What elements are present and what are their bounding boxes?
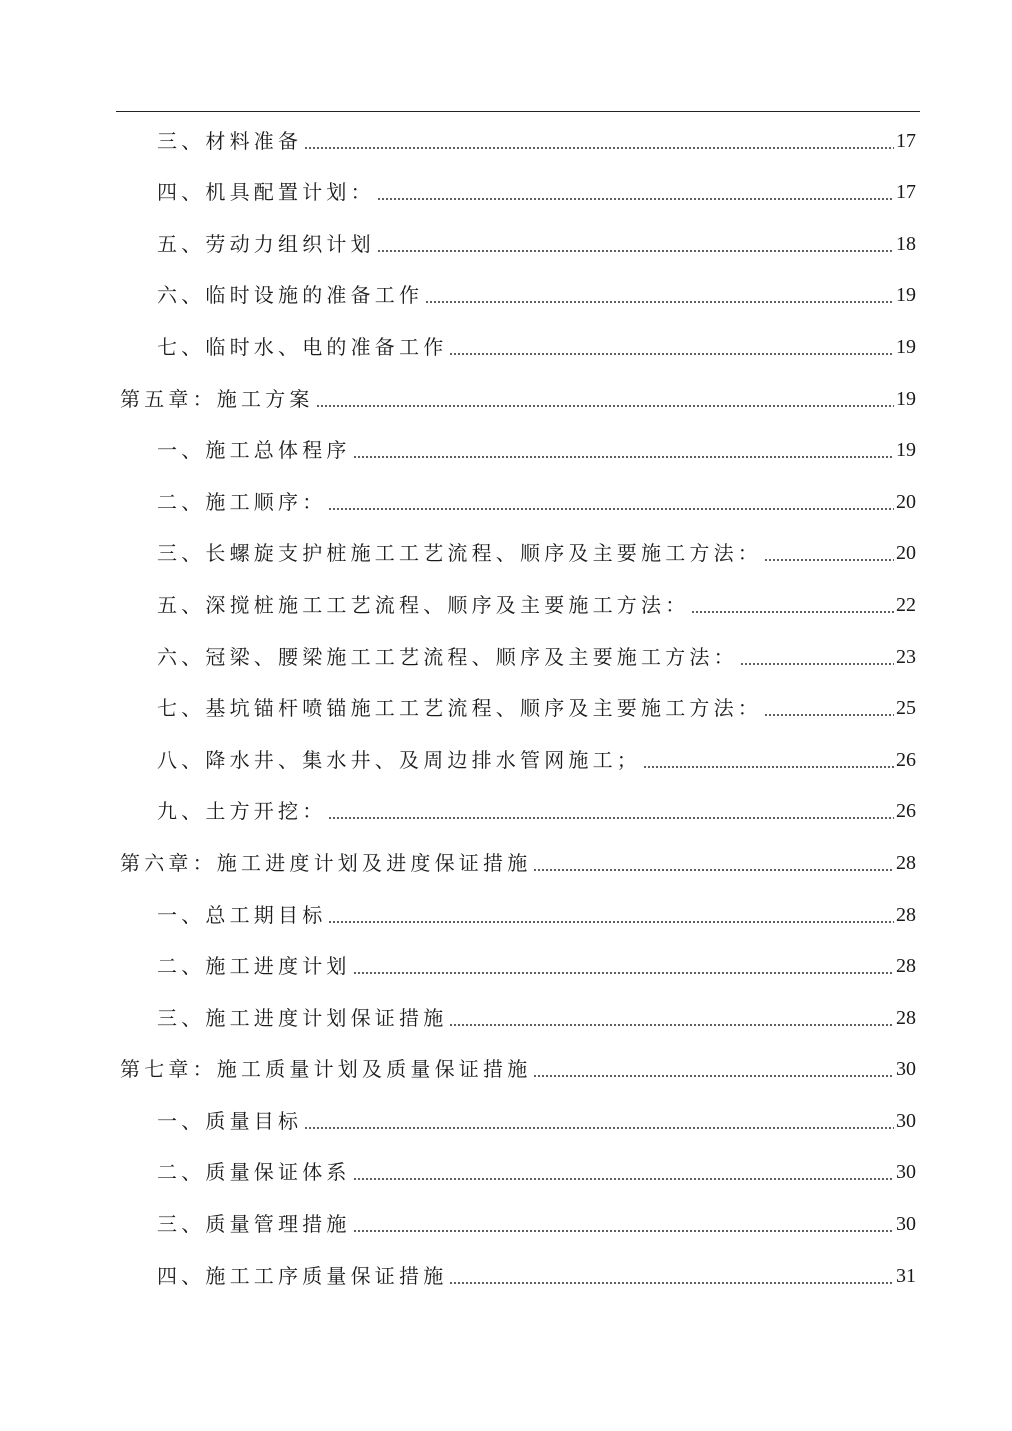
toc-page-number: 20 bbox=[896, 490, 916, 513]
toc-entry-title: 二、施工进度计划 bbox=[157, 954, 351, 979]
toc-chapter-entry[interactable] bbox=[0, 370, 1012, 422]
toc-entry-title: 七、临时水、电的准备工作 bbox=[157, 334, 448, 359]
toc-page-number: 17 bbox=[896, 181, 916, 204]
toc-section-entry[interactable] bbox=[0, 783, 1012, 835]
toc-entry-title: 一、质量目标 bbox=[157, 1108, 303, 1133]
toc-page-number: 31 bbox=[896, 1264, 916, 1287]
toc-entry-title: 三、长螺旋支护桩施工工艺流程、顺序及主要施工方法： bbox=[157, 541, 762, 566]
toc-page-number: 23 bbox=[896, 645, 916, 668]
toc-page-number: 17 bbox=[896, 129, 916, 152]
toc-dot-leader bbox=[328, 508, 894, 510]
toc-section-entry[interactable] bbox=[0, 886, 1012, 938]
toc-dot-leader bbox=[449, 353, 894, 355]
toc-dot-leader bbox=[353, 456, 894, 458]
toc-dot-leader bbox=[764, 559, 894, 561]
toc-entry-title: 七、基坑锚杆喷锚施工工艺流程、顺序及主要施工方法： bbox=[157, 696, 762, 721]
toc-page-number: 18 bbox=[896, 232, 916, 255]
toc-page-number: 30 bbox=[896, 1213, 916, 1236]
toc-page-number: 25 bbox=[896, 697, 916, 720]
toc-entry-title: 八、降水井、集水井、及周边排水管网施工； bbox=[157, 747, 641, 772]
toc-section-entry[interactable] bbox=[0, 1195, 1012, 1247]
toc-dot-leader bbox=[328, 921, 894, 923]
toc-section-entry[interactable] bbox=[0, 989, 1012, 1041]
toc-section-entry[interactable] bbox=[0, 1247, 1012, 1299]
toc-entry-title: 一、施工总体程序 bbox=[157, 438, 351, 463]
toc-page-number: 19 bbox=[896, 284, 916, 307]
toc-section-entry[interactable] bbox=[0, 938, 1012, 990]
toc-page-number: 28 bbox=[896, 1006, 916, 1029]
toc-entry-title: 六、冠梁、腰梁施工工艺流程、顺序及主要施工方法： bbox=[157, 644, 738, 669]
toc-dot-leader bbox=[304, 1127, 894, 1129]
toc-section-entry[interactable] bbox=[0, 628, 1012, 680]
toc-page-number: 30 bbox=[896, 1058, 916, 1081]
toc-page-number: 30 bbox=[896, 1161, 916, 1184]
toc-dot-leader bbox=[377, 198, 894, 200]
toc-entry-title: 二、施工顺序： bbox=[157, 489, 327, 514]
toc-page-number: 19 bbox=[896, 335, 916, 358]
toc-section-entry[interactable] bbox=[0, 1092, 1012, 1144]
toc-dot-leader bbox=[449, 1024, 894, 1026]
toc-dot-leader bbox=[533, 869, 894, 871]
toc-page-number: 30 bbox=[896, 1109, 916, 1132]
toc-section-entry[interactable] bbox=[0, 422, 1012, 474]
toc-entry-title: 五、劳动力组织计划 bbox=[157, 231, 375, 256]
toc-dot-leader bbox=[353, 1230, 894, 1232]
toc-dot-leader bbox=[643, 766, 894, 768]
toc-page-number: 19 bbox=[896, 439, 916, 462]
toc-dot-leader bbox=[353, 972, 894, 974]
toc-dot-leader bbox=[353, 1178, 894, 1180]
toc-dot-leader bbox=[316, 405, 894, 407]
toc-section-entry[interactable] bbox=[0, 215, 1012, 267]
toc-dot-leader bbox=[740, 663, 894, 665]
toc-section-entry[interactable] bbox=[0, 680, 1012, 732]
toc-entry-title: 一、总工期目标 bbox=[157, 902, 327, 927]
toc-entry-title: 第五章：施工方案 bbox=[120, 386, 314, 411]
toc-dot-leader bbox=[764, 714, 894, 716]
table-of-contents bbox=[0, 112, 1012, 1299]
toc-entry-title: 四、机具配置计划： bbox=[157, 180, 375, 205]
toc-chapter-entry[interactable] bbox=[0, 834, 1012, 886]
toc-chapter-entry[interactable] bbox=[0, 1041, 1012, 1093]
toc-page-number: 26 bbox=[896, 748, 916, 771]
toc-page-number: 28 bbox=[896, 903, 916, 926]
toc-entry-title: 三、施工进度计划保证措施 bbox=[157, 1005, 448, 1030]
toc-page-number: 28 bbox=[896, 955, 916, 978]
toc-entry-title: 三、质量管理措施 bbox=[157, 1212, 351, 1237]
toc-dot-leader bbox=[449, 1282, 894, 1284]
toc-dot-leader bbox=[304, 147, 894, 149]
toc-page-number: 20 bbox=[896, 542, 916, 565]
toc-page-number: 28 bbox=[896, 851, 916, 874]
toc-section-entry[interactable] bbox=[0, 267, 1012, 319]
toc-section-entry[interactable] bbox=[0, 318, 1012, 370]
toc-page-number: 26 bbox=[896, 800, 916, 823]
toc-dot-leader bbox=[425, 301, 894, 303]
toc-dot-leader bbox=[377, 250, 894, 252]
toc-section-entry[interactable] bbox=[0, 473, 1012, 525]
toc-section-entry[interactable] bbox=[0, 1144, 1012, 1196]
toc-dot-leader bbox=[533, 1075, 894, 1077]
toc-section-entry[interactable] bbox=[0, 731, 1012, 783]
toc-entry-title: 六、临时设施的准备工作 bbox=[157, 283, 424, 308]
toc-entry-title: 二、质量保证体系 bbox=[157, 1160, 351, 1185]
toc-entry-title: 第六章：施工进度计划及进度保证措施 bbox=[120, 850, 532, 875]
toc-section-entry[interactable] bbox=[0, 164, 1012, 216]
toc-dot-leader bbox=[691, 611, 894, 613]
toc-dot-leader bbox=[328, 817, 894, 819]
toc-entry-title: 三、材料准备 bbox=[157, 128, 303, 153]
toc-entry-title: 五、深搅桩施工工艺流程、顺序及主要施工方法： bbox=[157, 592, 690, 617]
toc-entry-title: 九、土方开挖： bbox=[157, 799, 327, 824]
toc-section-entry[interactable] bbox=[0, 525, 1012, 577]
toc-entry-title: 第七章：施工质量计划及质量保证措施 bbox=[120, 1057, 532, 1082]
toc-page-number: 19 bbox=[896, 387, 916, 410]
toc-page-number: 22 bbox=[896, 593, 916, 616]
toc-entry-title: 四、施工工序质量保证措施 bbox=[157, 1263, 448, 1288]
toc-section-entry[interactable] bbox=[0, 112, 1012, 164]
toc-section-entry[interactable] bbox=[0, 576, 1012, 628]
